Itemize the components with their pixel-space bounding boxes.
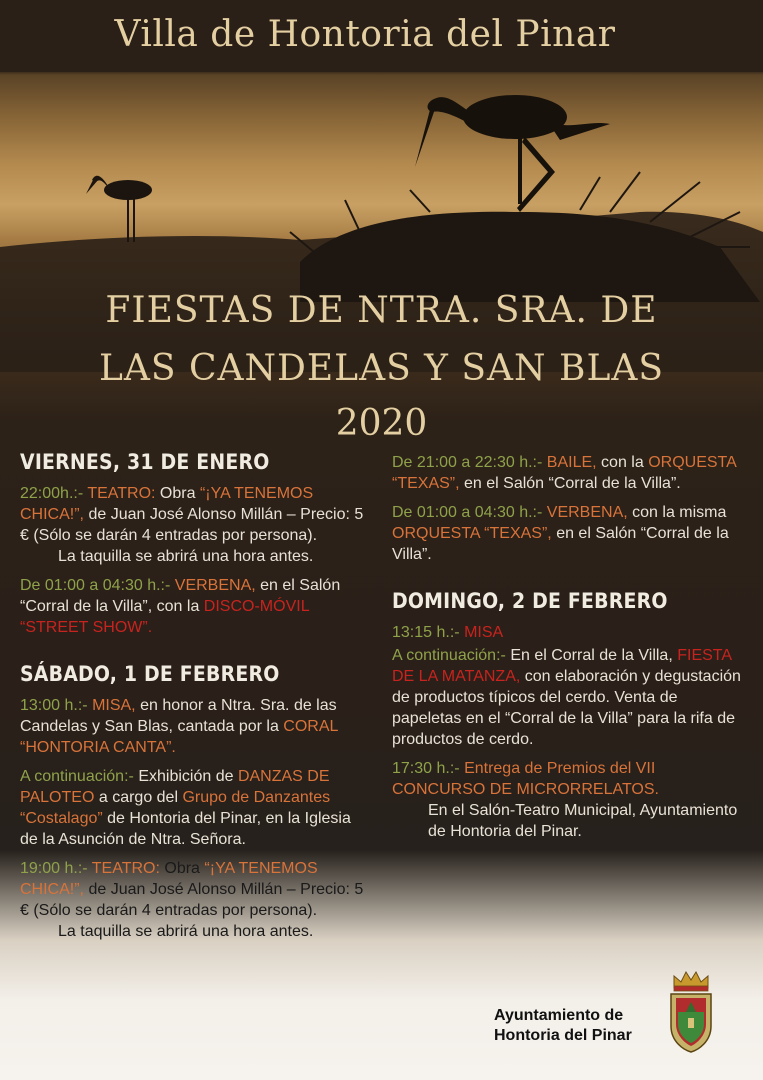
event-text: con la	[601, 454, 644, 471]
event-highlight: ORQUESTA “TEXAS”,	[392, 525, 552, 542]
event-text: de Juan José Alonso Millán – Precio: 5 € (Sólo se darán 4 entradas por persona).	[20, 881, 364, 919]
event-text: Exhibición de	[138, 768, 234, 785]
event-highlight: Grupo de Danzantes “Costalago”	[20, 789, 331, 827]
event-domingo-matanza	[392, 645, 742, 750]
event-type: MISA	[464, 624, 504, 641]
event-note: En el Salón-Teatro Municipal, Ayuntamiento de Hontoria del Pinar.	[428, 802, 738, 840]
event-type: BAILE,	[546, 454, 597, 471]
organizer	[494, 1006, 632, 1046]
event-highlight: “¡YA TENEMOS CHICA!”,	[20, 860, 318, 898]
title-line-2: LAS CANDELAS Y SAN BLAS	[98, 348, 665, 389]
event-sabado-teatro	[20, 858, 370, 942]
event-highlight: ORQUESTA “TEXAS”,	[392, 454, 736, 492]
event-time: De 21:00 a 22:30 h.:-	[392, 454, 543, 471]
event-type: TEATRO:	[87, 485, 156, 502]
event-highlight: FIESTA DE LA MATANZA,	[392, 647, 732, 685]
event-time: 19:00 h.:-	[20, 860, 88, 877]
title-year: 2020	[335, 403, 428, 444]
event-highlight: Entrega de Premios del VII CONCURSO DE MICRORRELATOS.	[392, 760, 659, 798]
right-column	[392, 452, 742, 850]
event-time: 22:00h.:-	[20, 485, 84, 502]
small-stork	[86, 176, 152, 242]
event-highlight: DISCO-MÓVIL “STREET SHOW”.	[20, 598, 309, 636]
event-time: De 01:00 a 04:30 h.:-	[20, 577, 171, 594]
header-title: Villa de Hontoria del Pinar	[114, 14, 616, 55]
event-time: A continuación:-	[392, 647, 506, 664]
event-text: de Hontoria del Pinar, en la Iglesia de la Asunción de Ntra. Señora.	[20, 810, 351, 848]
event-type: MISA,	[92, 697, 136, 714]
title-block	[0, 282, 763, 450]
day-heading-domingo: DOMINGO, 2 DE FEBRERO	[392, 589, 668, 613]
event-text: con la misma	[632, 504, 727, 521]
title-line-1: FIESTAS DE NTRA. SRA. DE	[105, 290, 658, 331]
organizer-line-2: Hontoria del Pinar	[494, 1027, 632, 1044]
event-text: con elaboración y degustación de productos típicos del cerdo.	[392, 668, 741, 706]
event-time: 13:00 h.:-	[20, 697, 88, 714]
event-text: en el Salón “Corral de la Villa”.	[392, 525, 729, 563]
event-time: A continuación:-	[20, 768, 134, 785]
event-text: de Juan José Alonso Millán – Precio: 5 € (Sólo se darán 4 entradas por persona).	[20, 506, 364, 544]
event-type: VERBENA,	[546, 504, 628, 521]
event-sabado-danzas	[20, 766, 370, 850]
event-domingo-premios	[392, 758, 742, 842]
event-time: 13:15 h.:-	[392, 624, 460, 641]
day-heading-viernes: VIERNES, 31 DE ENERO	[20, 450, 270, 474]
event-text: en el Salón “Corral de la Villa”, con la	[20, 577, 341, 615]
event-sabado-misa	[20, 695, 370, 758]
event-text: En el Corral de la Villa,	[510, 647, 673, 664]
event-highlight: “¡YA TENEMOS CHICA!”,	[20, 485, 314, 523]
event-note: La taquilla se abrirá una hora antes.	[58, 923, 314, 940]
event-note: La taquilla se abrirá una hora antes.	[58, 548, 314, 565]
large-stork	[415, 95, 610, 212]
event-highlight: DANZAS DE PALOTEO	[20, 768, 330, 806]
event-text: cantada por la	[177, 718, 279, 735]
event-type: VERBENA,	[174, 577, 256, 594]
event-highlight: CORAL “HONTORIA CANTA”.	[20, 718, 338, 756]
event-type: TEATRO:	[91, 860, 160, 877]
event-text: Obra	[164, 860, 200, 877]
event-text: Venta de papeletas en el “Corral de la Villa” para la rifa de productos de cerdo.	[392, 689, 736, 748]
coat-of-arms-icon	[666, 966, 716, 1054]
event-text: en honor a Ntra. Sra. de las Candelas y San Blas,	[20, 697, 337, 735]
event-viernes-verbena	[20, 575, 370, 638]
event-text: Obra	[159, 485, 196, 502]
left-column	[20, 452, 370, 950]
event-domingo-misa	[392, 622, 742, 643]
event-text: a cargo del	[98, 789, 179, 806]
event-time: De 01:00 a 04:30 h.:-	[392, 504, 543, 521]
event-viernes-teatro	[20, 483, 370, 567]
event-time: 17:30 h.:-	[392, 760, 460, 777]
organizer-line-1: Ayuntamiento de	[494, 1007, 624, 1024]
event-sabado-verbena	[392, 502, 742, 565]
event-text: en el Salón “Corral de la Villa”.	[464, 475, 681, 492]
event-sabado-baile	[392, 452, 742, 494]
day-heading-sabado: SÁBADO, 1 DE FEBRERO	[20, 662, 280, 686]
